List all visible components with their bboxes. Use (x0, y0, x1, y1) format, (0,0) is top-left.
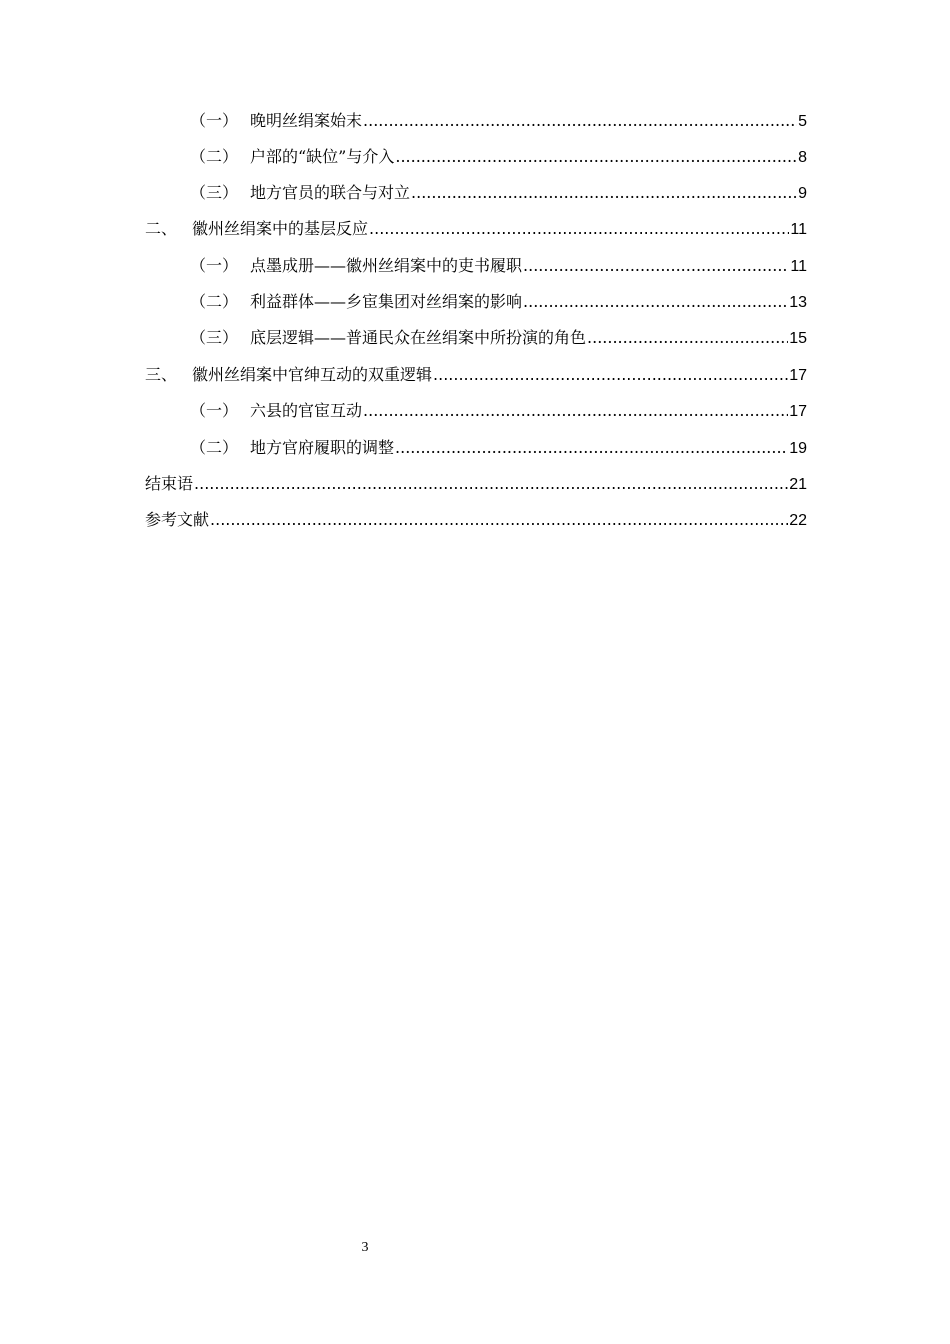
dot-leader (363, 401, 788, 420)
dot-leader (363, 111, 797, 130)
toc-entry-page: 11 (790, 221, 807, 238)
toc-entry[interactable] (145, 507, 807, 543)
dot-leader (369, 219, 789, 238)
toc-entry-title: 六县的官宦互动 (250, 401, 363, 420)
toc-entry[interactable] (190, 108, 807, 144)
toc-entry-title: 底层逻辑——普通民众在丝绢案中所扮演的角色 (250, 328, 587, 347)
dot-leader (411, 183, 797, 202)
toc-entry-page: 13 (789, 294, 807, 311)
toc-entry-page: 15 (789, 330, 807, 347)
toc-entry-number: （二） (190, 438, 239, 457)
dot-leader (395, 438, 788, 457)
toc-entry-title: 地方官府履职的调整 (250, 438, 395, 457)
toc-entry-number: （一） (190, 256, 239, 275)
toc-entry-title: 利益群体——乡宦集团对丝绢案的影响 (250, 292, 523, 311)
toc-entry[interactable] (190, 325, 807, 361)
toc-entry[interactable] (190, 398, 807, 434)
toc-entry-title: 参考文献 (145, 510, 210, 529)
dot-leader (395, 147, 797, 166)
toc-entry-page: 5 (798, 113, 807, 130)
toc-entry-page: 17 (789, 367, 807, 384)
dot-leader (210, 510, 788, 529)
toc-entry-page: 19 (789, 440, 807, 457)
toc-entry-title: 晚明丝绢案始末 (250, 111, 363, 130)
dot-leader (194, 474, 788, 493)
toc-entry-number: 三、 (145, 365, 178, 384)
toc-entry-title: 户部的“缺位”与介入 (250, 147, 395, 166)
dot-leader (587, 328, 788, 347)
toc-entry-title: 结束语 (145, 474, 194, 493)
dot-leader (433, 365, 788, 384)
toc-entry[interactable] (190, 435, 807, 471)
toc-entry[interactable] (190, 180, 807, 216)
toc-entry[interactable] (190, 289, 807, 325)
toc-entry-title: 徽州丝绢案中官绅互动的双重逻辑 (192, 365, 433, 384)
toc-entry-title: 地方官员的联合与对立 (250, 183, 411, 202)
toc-entry-number: （三） (190, 328, 239, 347)
toc-entry-number: 二、 (145, 219, 178, 238)
toc-entry[interactable] (190, 253, 807, 289)
toc-entry[interactable] (145, 471, 807, 507)
toc-entry-page: 11 (790, 258, 807, 275)
toc-entry-page: 22 (789, 512, 807, 529)
toc-entry-page: 21 (789, 476, 807, 493)
toc-entry-page: 8 (798, 149, 807, 166)
toc-entry-title: 徽州丝绢案中的基层反应 (192, 219, 369, 238)
toc-entry-number: （一） (190, 401, 239, 420)
toc-entry[interactable] (145, 216, 807, 252)
toc-entry-page: 17 (789, 403, 807, 420)
toc-entry-title: 点墨成册——徽州丝绢案中的吏书履职 (250, 256, 523, 275)
page-number: 3 (361, 1240, 369, 1255)
toc-entry-number: （三） (190, 183, 239, 202)
dot-leader (523, 256, 789, 275)
toc-entry[interactable] (190, 144, 807, 180)
toc-entry[interactable] (145, 362, 807, 398)
toc-entry-number: （一） (190, 111, 239, 130)
toc-entry-number: （二） (190, 292, 239, 311)
toc-entry-number: （二） (190, 147, 239, 166)
dot-leader (523, 292, 788, 311)
toc-entry-page: 9 (798, 185, 807, 202)
